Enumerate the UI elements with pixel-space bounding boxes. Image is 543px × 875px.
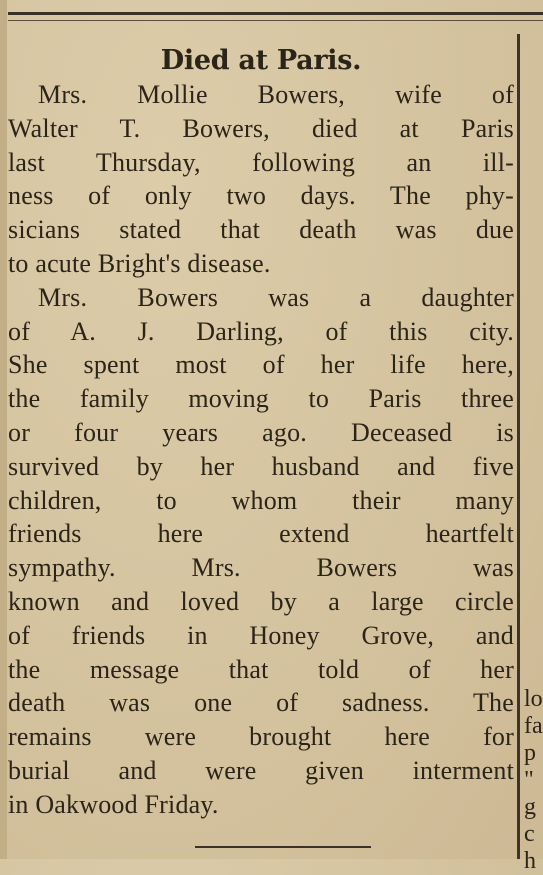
fragment-text: h	[524, 848, 536, 874]
text-line: death was one of sadness. The	[8, 688, 514, 718]
top-rule	[8, 12, 543, 15]
fragment-text: p	[524, 740, 536, 766]
text-line: to acute Bright's disease.	[8, 248, 271, 278]
text-line: Walter T. Bowers, died at Paris	[8, 113, 514, 143]
text-line: She spent most of her life here,	[8, 350, 514, 380]
text-line: ness of only two days. The phy-	[8, 181, 514, 211]
paragraph-2	[8, 281, 514, 822]
fragment-text: "	[524, 767, 534, 793]
top-rule-thin	[8, 20, 543, 21]
column-rule	[517, 34, 520, 859]
fragment-text: g	[524, 794, 536, 820]
text-line: survived by her husband and five	[8, 451, 514, 481]
text-line: burial and were given interment	[8, 755, 514, 785]
article-headline: Died at Paris.	[160, 45, 362, 76]
fragment-text: c	[524, 821, 535, 847]
page-edge	[0, 0, 7, 859]
text-line: in Oakwood Friday.	[8, 789, 219, 819]
text-line: the family moving to Paris three	[8, 384, 514, 414]
fragment-text: fa	[524, 713, 543, 739]
paragraph-1	[8, 78, 514, 281]
text-line: Mrs. Bowers was a daughter	[38, 282, 514, 312]
text-line: Mrs. Mollie Bowers, wife of	[38, 80, 514, 109]
obituary-article	[8, 44, 514, 822]
text-line: children, to whom their many	[8, 485, 514, 515]
adjacent-column-fragment	[524, 686, 543, 875]
text-line: known and loved by a large circle	[8, 586, 514, 616]
text-line: of friends in Honey Grove, and	[8, 620, 514, 650]
text-line: sympathy. Mrs. Bowers was	[8, 553, 514, 583]
text-line: friends here extend heartfelt	[8, 519, 514, 549]
text-line: sicians stated that death was due	[8, 215, 514, 245]
text-line: remains were brought here for	[8, 722, 514, 752]
text-line: last Thursday, following an ill-	[8, 147, 514, 177]
fragment-text: lo	[524, 686, 543, 712]
text-line: of A. J. Darling, of this city.	[8, 316, 514, 346]
closing-rule	[195, 846, 371, 848]
text-line: the message that told of her	[8, 654, 514, 684]
text-line: or four years ago. Deceased is	[8, 417, 514, 447]
